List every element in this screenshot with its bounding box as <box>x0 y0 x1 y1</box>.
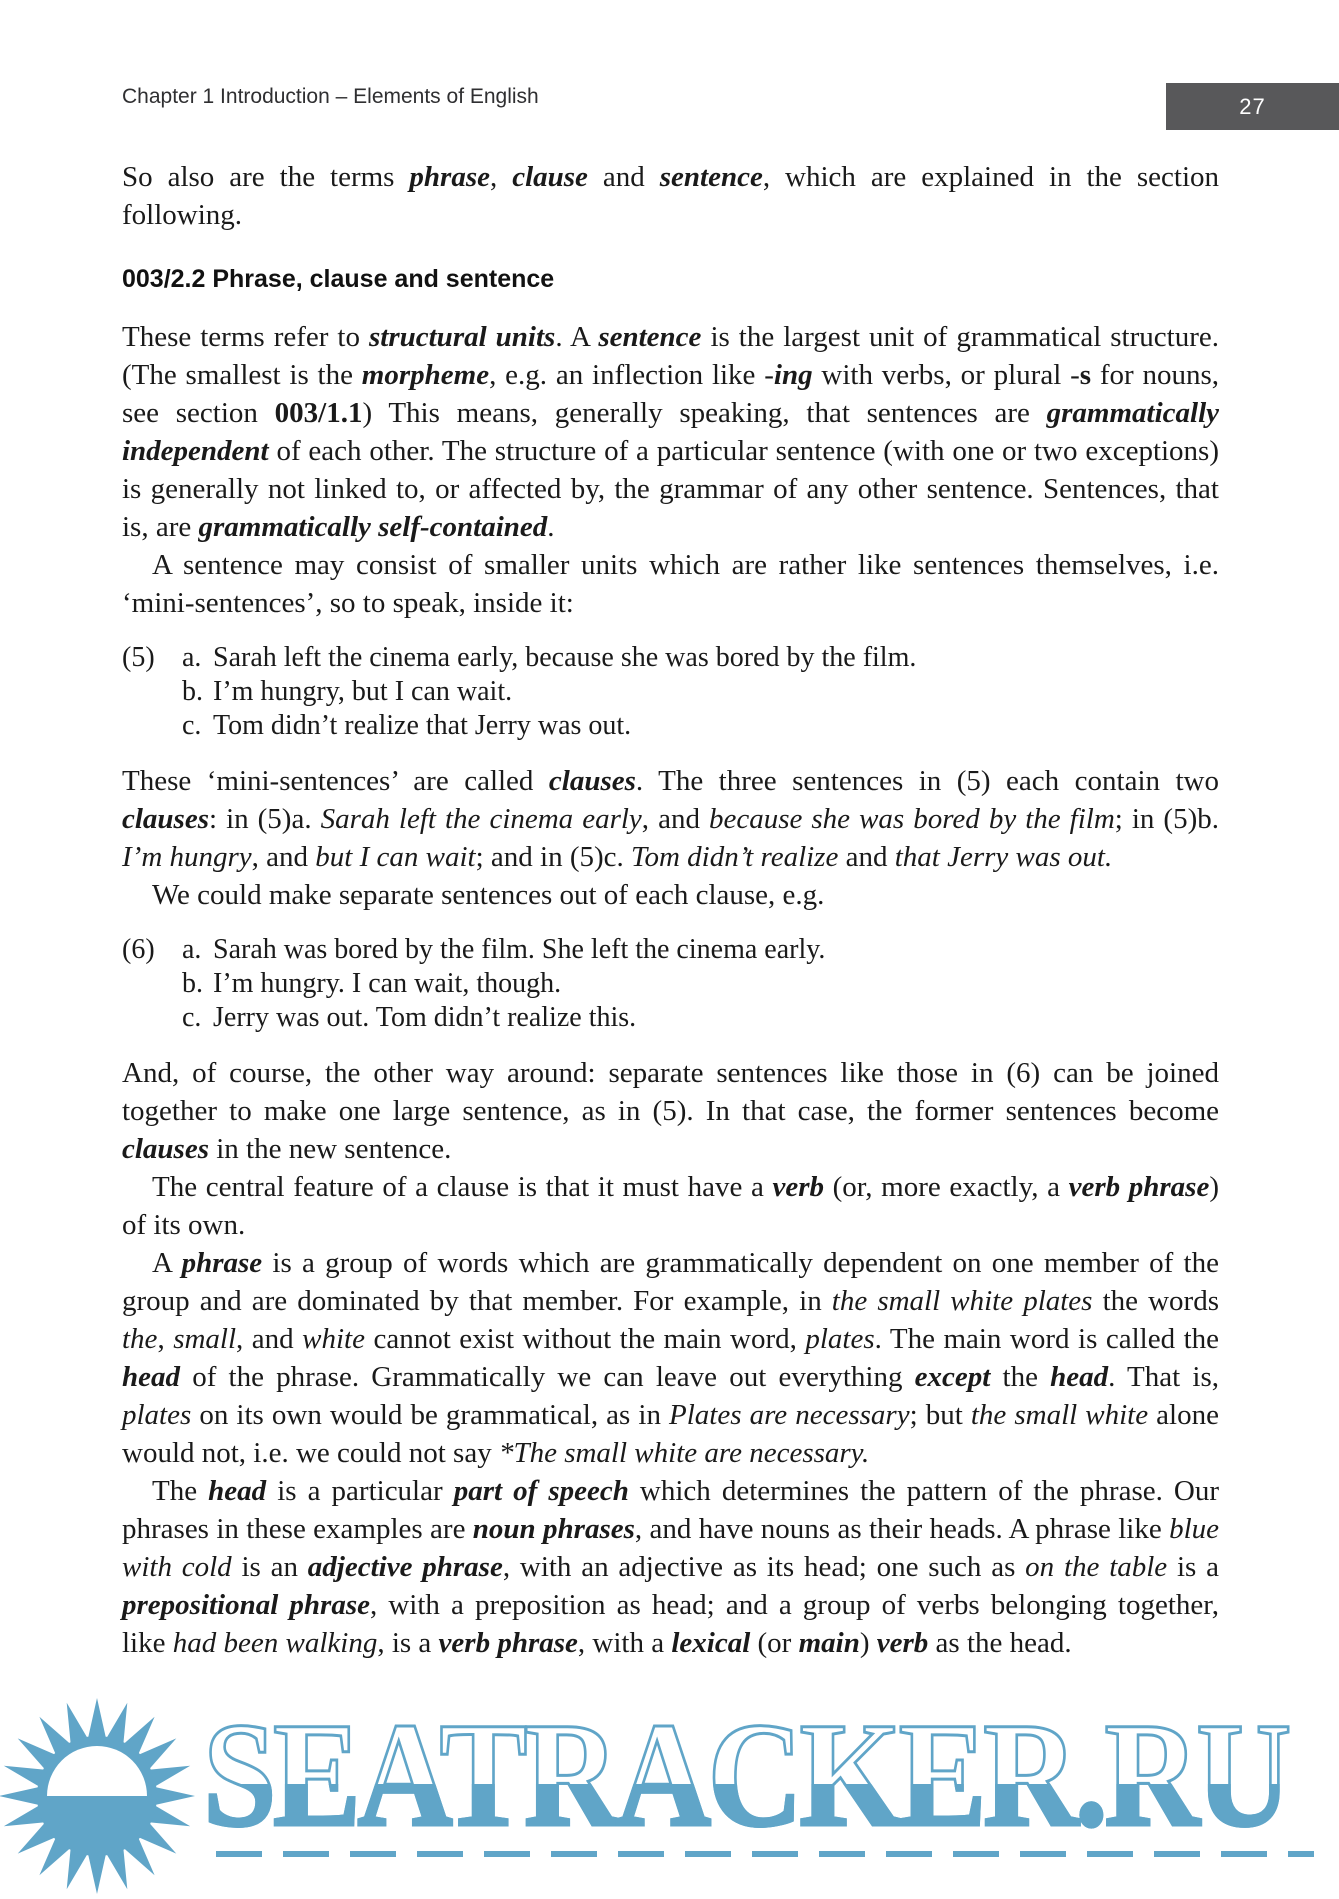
example-block <box>122 641 1219 743</box>
section-heading: 003/2.2 Phrase, clause and sentence <box>122 265 555 293</box>
text-segment: had been walking <box>172 1627 378 1659</box>
text-segment: the words <box>1092 1285 1219 1317</box>
text-segment: cannot exist without the main word, <box>364 1323 806 1355</box>
text-segment: of the phrase. Grammatically we can leave out everything <box>180 1361 915 1393</box>
paragraph <box>122 1168 1219 1244</box>
text-segment: head <box>122 1361 180 1393</box>
text-segment: ing <box>773 359 813 391</box>
text-segment: verb phrase <box>1068 1171 1210 1203</box>
text-segment: (or <box>750 1627 799 1659</box>
text-segment: prepositional phrase <box>122 1589 370 1621</box>
text-segment: These ‘mini-sentences’ are called <box>122 765 549 797</box>
text-segment: is a particular <box>266 1475 454 1507</box>
text-segment: clauses <box>548 765 636 797</box>
text-segment: , with a preposition as head; and a group of verbs belonging together, like <box>122 1589 1219 1659</box>
text-segment: ) <box>859 1627 877 1659</box>
example-items <box>182 933 1219 1035</box>
example-label: (5) <box>122 642 155 673</box>
text-segment: main <box>798 1627 860 1659</box>
text-segment: because she was bored by the film <box>708 803 1115 835</box>
sun-disc-icon <box>37 1736 157 1856</box>
example-text: Jerry was out. Tom didn’t realize this. <box>213 1002 637 1033</box>
text-segment: on the table <box>1025 1551 1168 1583</box>
example-item <box>182 641 1219 675</box>
text-segment: grammatically self-contained <box>198 511 548 543</box>
text-segment: , e.g. an inflection like - <box>489 359 774 391</box>
text-segment: as the head. <box>928 1627 1072 1659</box>
example-item <box>182 967 1219 1001</box>
text-segment: verb <box>876 1627 929 1659</box>
text-segment: A <box>152 1247 182 1279</box>
text-segment: on its own would be grammatical, as in <box>191 1399 670 1431</box>
text-segment: verb <box>772 1171 824 1203</box>
text-segment: the <box>990 1361 1051 1393</box>
example-letter: b. <box>182 968 203 999</box>
sun-logo <box>0 1693 200 1899</box>
example-items <box>182 641 1219 743</box>
text-segment: , and <box>641 803 709 835</box>
paragraph <box>122 876 1219 914</box>
text-segment: s <box>1079 359 1092 391</box>
text-segment: , with a <box>577 1627 672 1659</box>
text-segment: The <box>152 1475 209 1507</box>
text-segment: is a group of words which are grammatically dependent on one member of the group and are dominated by that member. For example, in <box>122 1247 1219 1317</box>
example-block <box>122 933 1219 1035</box>
example-text: Sarah was bored by the film. She left the cinema early. <box>213 934 826 965</box>
text-segment: head <box>1050 1361 1109 1393</box>
text-segment: , <box>157 1323 174 1355</box>
text-segment: and <box>838 841 895 873</box>
chapter-header: Chapter 1 Introduction – Elements of English <box>122 85 539 108</box>
text-segment: of each other. The structure of a particular sentence (with one or two exceptions) is generally not linked to, or affected by, the grammar of any other sentence. Sentences, that is, are <box>122 435 1219 543</box>
example-text: I’m hungry, but I can wait. <box>213 676 513 707</box>
text-segment: the small white <box>970 1399 1149 1431</box>
text-segment: phrase <box>409 161 490 193</box>
text-segment: , <box>490 161 513 193</box>
page-number-box <box>1166 83 1339 130</box>
text-segment: for nouns, see section <box>122 359 1220 429</box>
example-row <box>122 641 1219 743</box>
text-segment: A sentence may consist of smaller units which are rather like sentences themselves, i.e. ‘mini-sentences’, so to speak, inside it: <box>122 549 1219 619</box>
text-segment: ; and in (5)c. <box>475 841 632 873</box>
text-segment: is an <box>231 1551 308 1583</box>
text-segment: Plates are necessary <box>669 1399 910 1431</box>
text-segment: clauses <box>122 803 209 835</box>
example-item <box>182 709 1219 743</box>
text-segment: white <box>302 1323 365 1355</box>
text-segment: and <box>587 161 660 193</box>
text-segment: And, of course, the other way around: separate sentences like those in (6) can be joined together to make one large sentence, as in (5). In that case, the former sentences become <box>122 1057 1219 1127</box>
paragraph <box>122 546 1219 622</box>
text-segment: . The three sentences in (5) each contain two <box>635 765 1219 797</box>
example-letter: b. <box>182 676 203 707</box>
text-segment: , with an adjective as its head; one such as <box>502 1551 1026 1583</box>
paragraph <box>122 1472 1219 1662</box>
text-segment: , and have nouns as their heads. A phrase like <box>634 1513 1170 1545</box>
text-segment: (or, more exactly, a <box>823 1171 1069 1203</box>
text-segment: noun phrases <box>472 1513 635 1545</box>
example-letter: a. <box>182 934 202 965</box>
paragraph <box>122 1054 1219 1168</box>
text-segment: alone would not, i.e. we could not say <box>122 1399 1219 1469</box>
text-segment: the small white plates <box>831 1285 1093 1317</box>
text-segment: We could make separate sentences out of each clause, e.g. <box>152 879 825 911</box>
text-segment: . That is, <box>1108 1361 1219 1393</box>
sun-dome-icon <box>47 1746 147 1796</box>
example-row <box>122 933 1219 1035</box>
text-segment: , and <box>251 841 316 873</box>
paragraph <box>122 318 1219 546</box>
example-label: (6) <box>122 934 155 965</box>
text-segment: Sarah left the cinema early <box>320 803 642 835</box>
text-segment: except <box>914 1361 991 1393</box>
paragraph <box>122 1244 1219 1472</box>
text-segment: which determines the pattern of the phrase. Our phrases in these examples are <box>122 1475 1220 1545</box>
text-segment: 003/1.1 <box>274 397 363 429</box>
text-segment: ; in (5)b. <box>1114 803 1220 835</box>
text-segment: phrase <box>181 1247 263 1279</box>
body-column <box>122 158 1219 1662</box>
text-segment: blue with cold <box>122 1513 1219 1583</box>
text-segment: clause <box>512 161 588 193</box>
text-segment: part of speech <box>453 1475 629 1507</box>
text-segment: adjective phrase <box>307 1551 503 1583</box>
text-segment: with verbs, or plural - <box>812 359 1080 391</box>
text-segment: So also are the terms <box>122 161 410 193</box>
text-segment: clauses <box>122 1133 209 1165</box>
text-segment: is the largest unit of grammatical structure. (The smallest is the <box>122 321 1219 391</box>
text-segment: morpheme <box>361 359 490 391</box>
example-item <box>182 675 1219 709</box>
text-segment: : in (5)a. <box>209 803 321 835</box>
watermark-reflection <box>216 1851 1314 1857</box>
text-segment: The central feature of a clause is that it must have a <box>152 1171 773 1203</box>
text-segment: small <box>173 1323 237 1355</box>
text-segment: sentence <box>598 321 702 353</box>
example-letter: a. <box>182 642 202 673</box>
text-segment: sentence <box>659 161 763 193</box>
text-segment: but I can wait <box>315 841 476 873</box>
text-segment: the <box>122 1323 158 1355</box>
text-segment: I’m hungry <box>122 841 252 873</box>
text-segment: plates <box>805 1323 875 1355</box>
example-text: Sarah left the cinema early, because she was bored by the film. <box>213 642 917 673</box>
text-segment: , and <box>236 1323 303 1355</box>
text-segment: *The small white are necessary. <box>498 1437 870 1469</box>
text-segment: . <box>547 511 555 543</box>
sun-rays-icon <box>0 1698 195 1894</box>
paragraph <box>122 762 1219 876</box>
paragraph <box>122 158 1219 234</box>
text-segment: is a <box>1167 1551 1219 1583</box>
text-segment: grammatically independent <box>122 397 1220 467</box>
text-segment: plates <box>122 1399 192 1431</box>
text-segment: , is a <box>377 1627 439 1659</box>
text-segment: that Jerry was out. <box>894 841 1113 873</box>
example-item <box>182 933 1219 967</box>
text-segment: verb phrase <box>438 1627 578 1659</box>
example-text: I’m hungry. I can wait, though. <box>213 968 562 999</box>
text-segment: . A <box>555 321 599 353</box>
watermark-text: SEATRACKER.RU <box>203 1692 1288 1858</box>
text-segment: lexical <box>671 1627 751 1659</box>
example-letter: c. <box>182 710 202 741</box>
text-segment: Tom didn’t realize <box>631 841 839 873</box>
example-letter: c. <box>182 1002 202 1033</box>
text-segment: structural units <box>369 321 556 353</box>
text-segment: , which are explained in the section following. <box>122 161 1220 231</box>
text-segment: ; but <box>909 1399 971 1431</box>
text-segment: These terms refer to <box>122 321 369 353</box>
text-segment: head <box>208 1475 267 1507</box>
page-number: 27 <box>1239 93 1266 119</box>
example-text: Tom didn’t realize that Jerry was out. <box>213 710 632 741</box>
text-segment: in the new sentence. <box>209 1133 452 1165</box>
example-item <box>182 1001 1219 1035</box>
text-segment: ) of its own. <box>122 1171 1219 1241</box>
text-segment: . The main word is called the <box>874 1323 1220 1355</box>
text-segment: ) This means, generally speaking, that sentences are <box>362 397 1047 429</box>
